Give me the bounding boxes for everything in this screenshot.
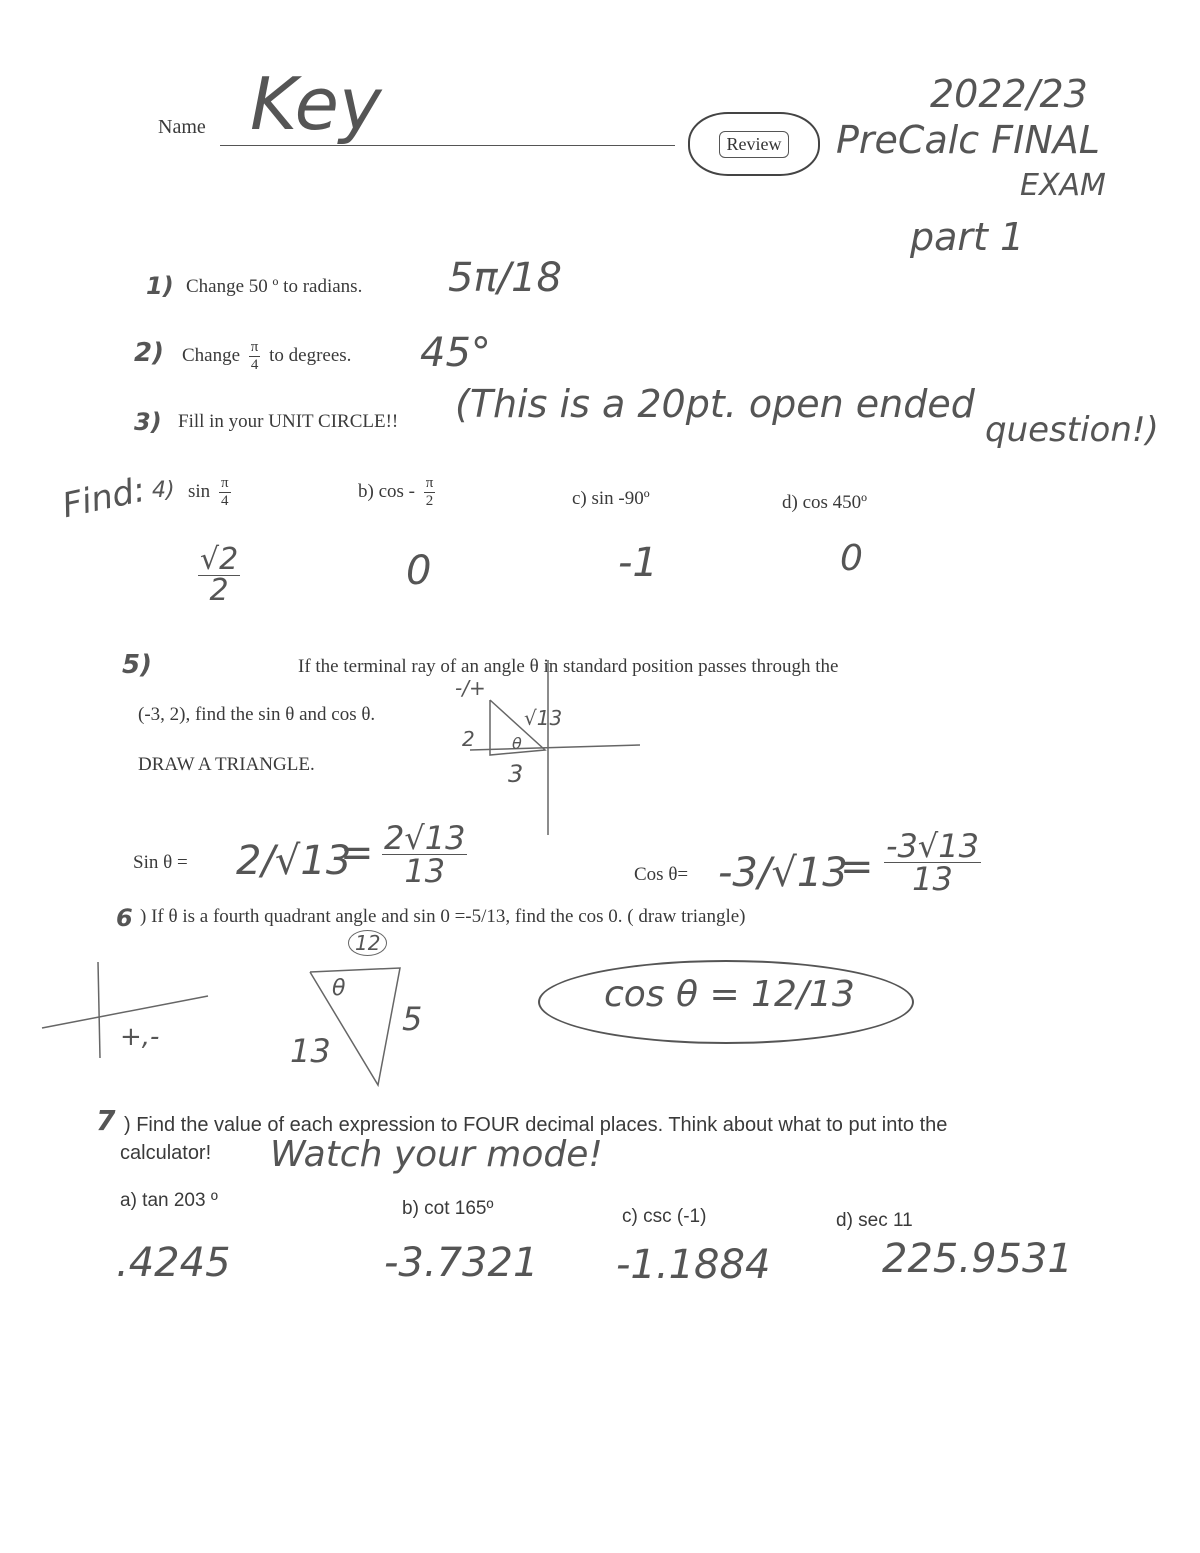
q7-line1: ) Find the value of each expression to FOUR decimal places. Think about what to put into the [124, 1114, 948, 1136]
q5-side-y-label: 2 [462, 727, 475, 751]
q6-theta-label: θ [332, 976, 346, 1001]
q4-part-d-answer: 0 [840, 538, 863, 579]
q5-cos-label: Cos θ= [634, 864, 689, 885]
q6-top-label: 12 [348, 930, 387, 956]
q2-frac-num: π [250, 339, 259, 355]
q5-line2: (-3, 2), find the sin θ and cos θ. [138, 704, 376, 725]
q7-part-b-answer: -3.7321 [384, 1240, 539, 1286]
q5-line1: If the terminal ray of an angle θ in standard position passes through the [298, 656, 839, 677]
q4-number: 4) [152, 478, 175, 503]
q4-part-c-answer: -1 [618, 540, 658, 586]
q6-hyp-label: 13 [290, 1032, 331, 1070]
q4-part-a-den: 4 [220, 493, 229, 509]
q3-note-line1: (This is a 20pt. open ended [455, 382, 975, 426]
q4-part-d-label: d) cos 450º [782, 492, 868, 513]
q5-cos-work: -3/√13 [718, 850, 848, 896]
q4-part-a-answer-den: 2 [209, 573, 229, 608]
q4-part-a-label: sin [188, 480, 211, 502]
exam-year: 2022/23 [930, 72, 1088, 116]
q1-number: 1) [146, 272, 174, 300]
q7-part-a-answer: .4245 [116, 1240, 231, 1286]
q5-sin-equals: = [340, 830, 374, 876]
q4-part-a-num: π [220, 475, 229, 491]
q5-side-x-label: 3 [508, 760, 524, 788]
q5-cos-answer-den: 13 [912, 860, 953, 898]
exam-title-line1: PreCalc FINAL [836, 118, 1100, 162]
q7-part-c-label: c) csc (-1) [622, 1206, 707, 1227]
q2-frac-den: 4 [250, 357, 259, 373]
q6-side-label: 5 [402, 1000, 423, 1038]
q2-text-before: Change [182, 344, 241, 366]
q7-part-d-label: d) sec 11 [836, 1210, 913, 1231]
q3-text: Fill in your UNIT CIRCLE!! [178, 411, 399, 432]
q3-number: 3) [134, 408, 162, 436]
review-label: Review [719, 131, 790, 158]
q2-text-after: to degrees. [269, 344, 352, 366]
q6-number: 6 [116, 904, 133, 932]
q6-answer: cos θ = 12/13 [604, 974, 855, 1015]
q6-y-axis [98, 962, 100, 1058]
q4-part-b-den: 2 [425, 493, 434, 509]
q5-hyp-label: √13 [524, 706, 563, 730]
q1-text: Change 50 º to radians. [186, 276, 363, 297]
q5-theta-label: θ [512, 734, 522, 753]
q5-sin-label: Sin θ = [133, 852, 188, 873]
q3-note-line2: question!) [985, 410, 1159, 450]
q1-answer: 5π/18 [448, 255, 562, 301]
q7-mode-note: Watch your mode! [270, 1134, 603, 1175]
q6-quadrant-label: +,- [120, 1022, 160, 1052]
q5-sin-answer-num: 2√13 [384, 819, 466, 857]
q5-sin-work: 2/√13 [236, 838, 352, 884]
q7-number: 7 [96, 1104, 116, 1137]
q7-part-c-answer: -1.1884 [616, 1242, 771, 1288]
q5-number: 5) [122, 650, 152, 680]
q4-part-b-answer: 0 [406, 548, 432, 594]
q4-part-a-answer-num: √2 [200, 542, 239, 577]
exam-title-line3: part 1 [910, 215, 1025, 259]
q5-line3: DRAW A TRIANGLE. [138, 754, 315, 775]
exam-title-line2: EXAM [1020, 168, 1106, 203]
q4-part-b-label: b) cos - [358, 480, 415, 502]
q5-cos-equals: = [840, 844, 874, 890]
q4-part-c-label: c) sin -90º [572, 488, 650, 509]
q7-part-a-label: a) tan 203 º [120, 1190, 218, 1211]
q7-part-b-label: b) cot 165º [402, 1198, 494, 1219]
q7-part-d-answer: 225.9531 [882, 1236, 1073, 1282]
q5-cos-answer-num: -3√13 [886, 827, 980, 865]
q5-sign-label: -/+ [455, 676, 486, 700]
q7-line2: calculator! [120, 1142, 212, 1164]
q4-part-b-num: π [425, 475, 434, 491]
q5-sin-answer-den: 13 [404, 852, 446, 890]
name-label: Name [158, 116, 206, 138]
name-value: Key [250, 62, 382, 146]
q4-find-label: Find: [58, 469, 149, 527]
q6-text: ) If θ is a fourth quadrant angle and sin 0 =-5/13, find the cos 0. ( draw triangle) [140, 906, 746, 927]
q2-number: 2) [134, 338, 164, 368]
q2-answer: 45° [420, 330, 491, 376]
